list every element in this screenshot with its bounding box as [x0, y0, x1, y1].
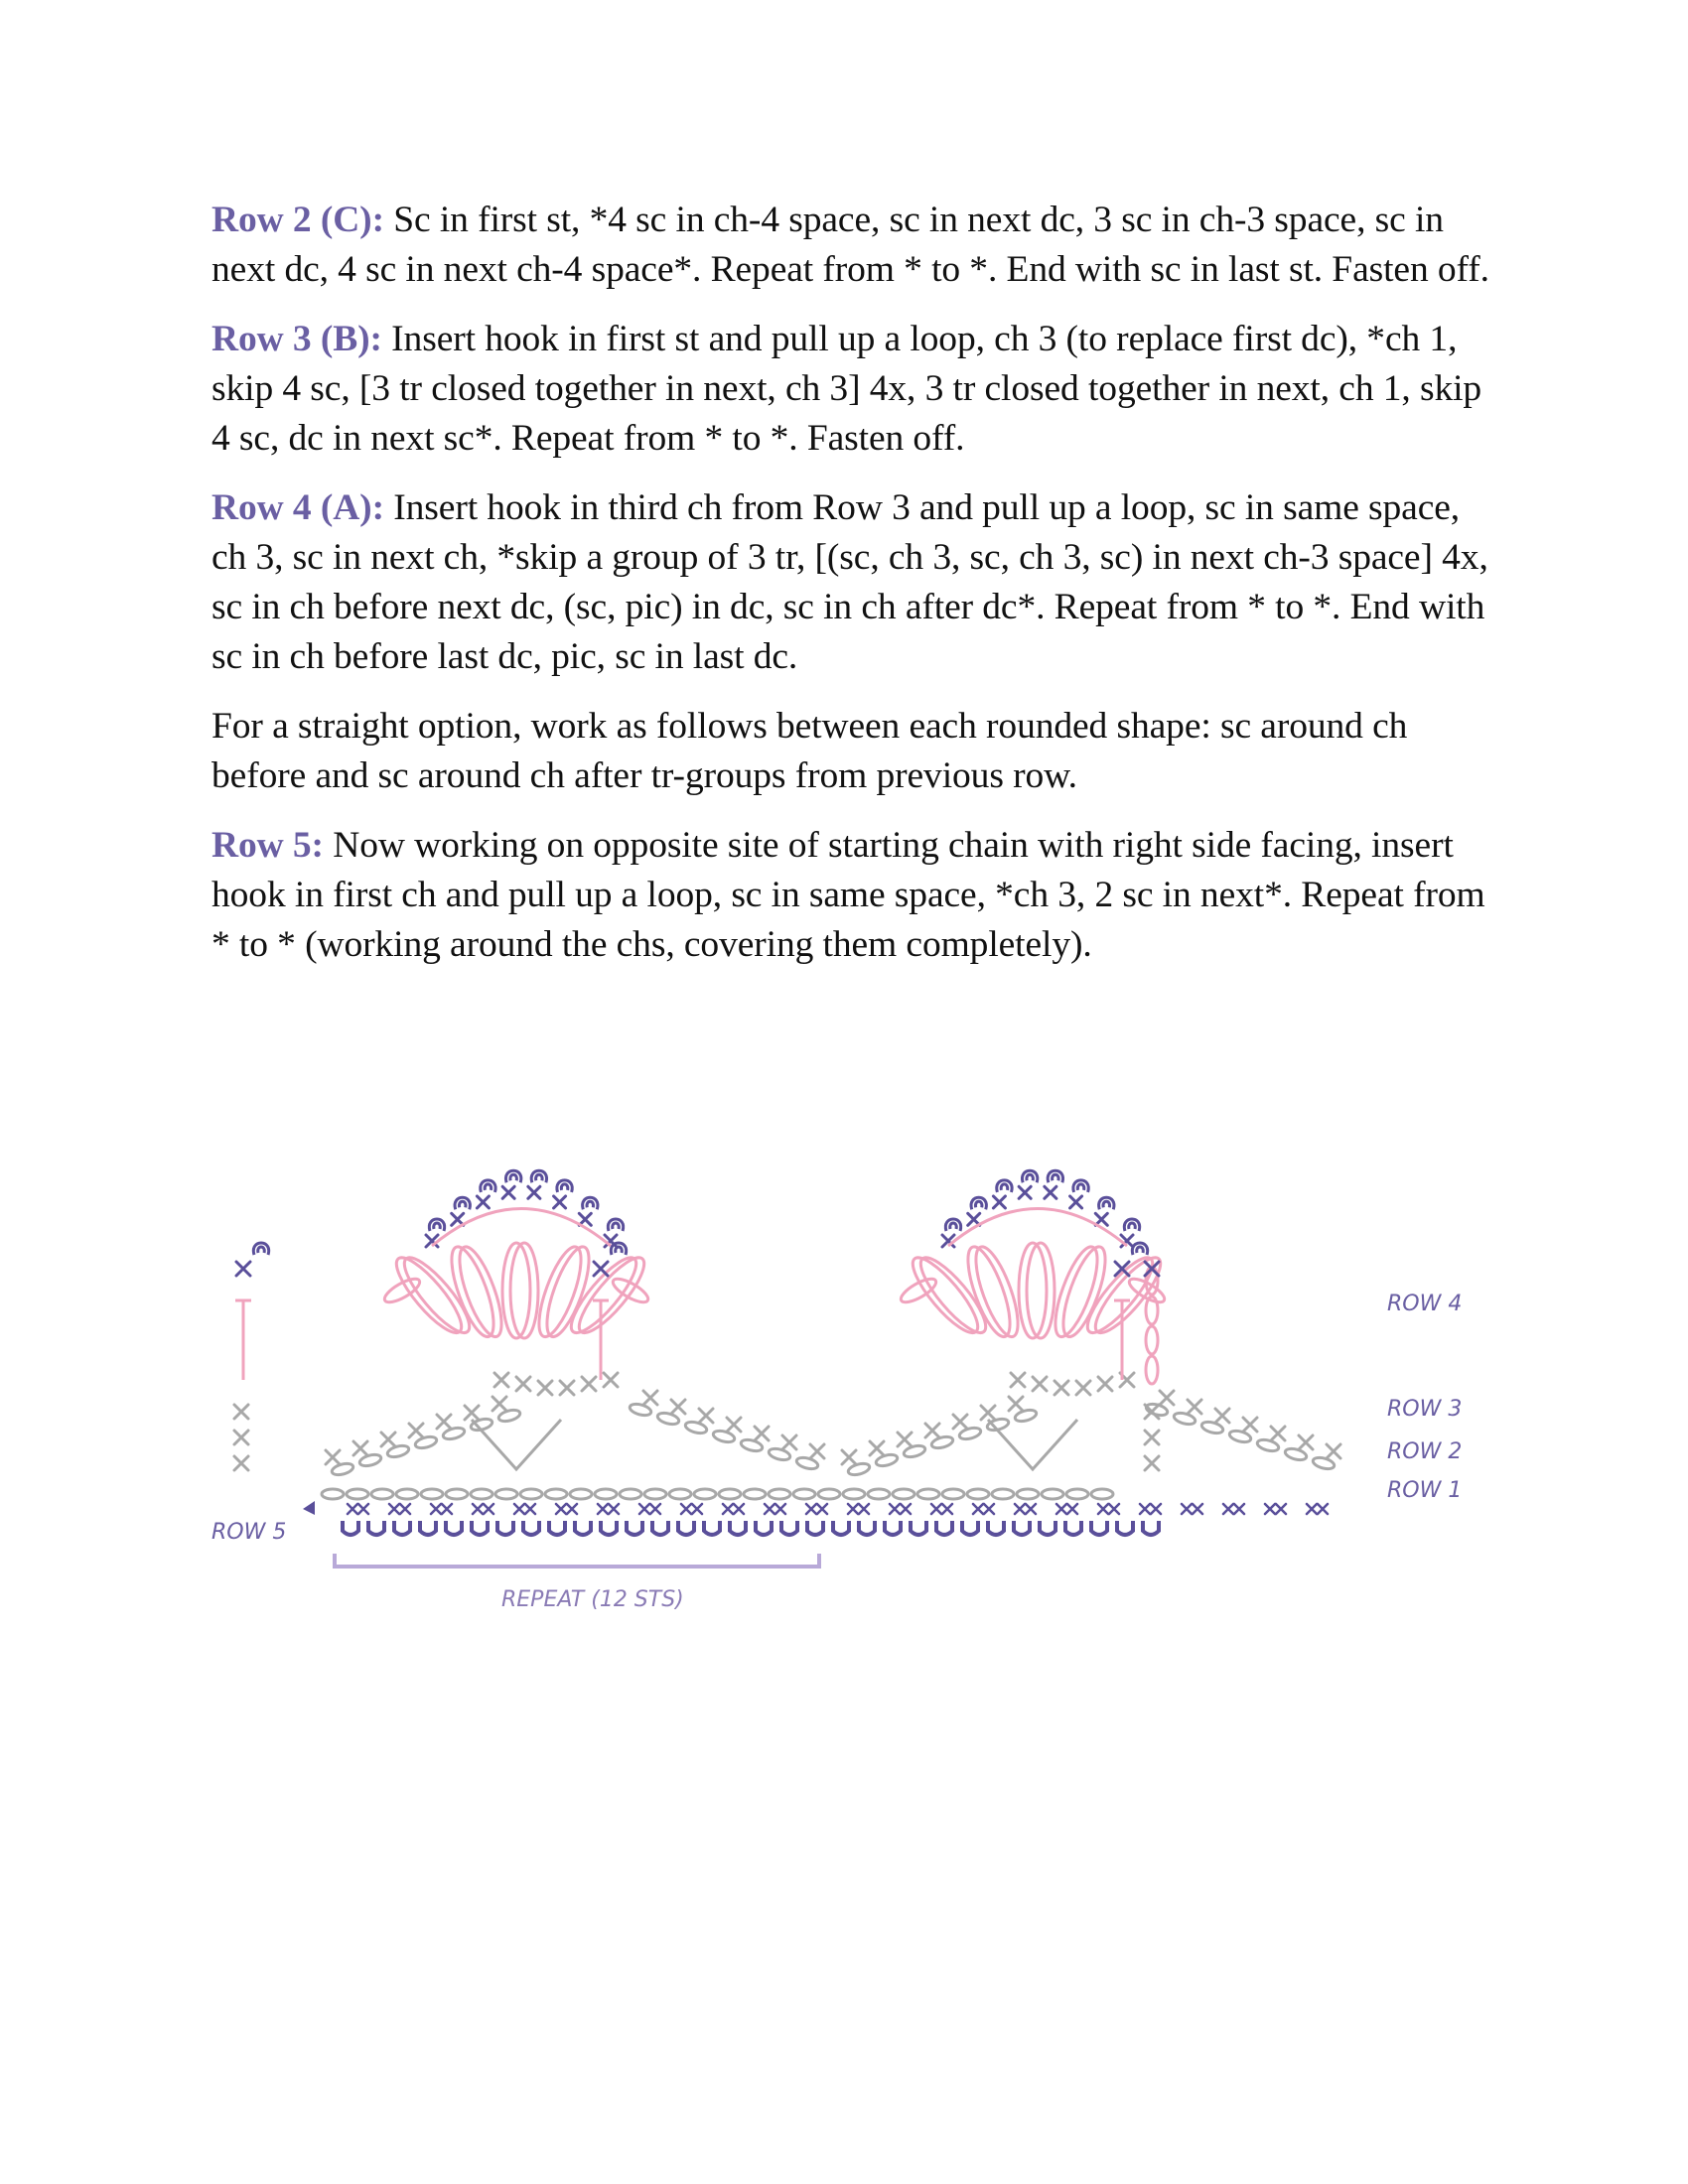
row-5-stitch: [678, 1521, 694, 1535]
row-5-stitch: [1143, 1521, 1159, 1535]
row-1-chain: [495, 1489, 517, 1499]
row-1-chain: [322, 1489, 344, 1499]
row-5-sc: [1223, 1504, 1233, 1514]
row-2-chain: [958, 1426, 982, 1440]
instruction-text: Now working on opposite site of starting chain with right side facing, insert hook in first ch and pull up a loop, sc in same space, *ch 3, 2 sc in next*. Repeat from * to * (working around the chs, covering them completely).: [211, 825, 1485, 965]
row-1-chain: [570, 1489, 592, 1499]
picot-stitch: [971, 1197, 986, 1209]
row-2-chain: [442, 1426, 466, 1440]
row-2-sc: [465, 1406, 479, 1420]
row-2-chain: [1312, 1455, 1336, 1470]
picot-stitch: [583, 1197, 598, 1209]
row-5-stitch: [1040, 1521, 1055, 1535]
row-5-stitch: [472, 1521, 488, 1535]
row-1-chain: [471, 1489, 492, 1499]
row-2-sc: [953, 1415, 967, 1429]
repeat-bracket: [335, 1554, 819, 1567]
crochet-chart: [204, 1152, 1494, 1628]
row-5-stitch: [575, 1521, 591, 1535]
row-1-chain: [446, 1489, 468, 1499]
row-4-sc: [528, 1186, 540, 1198]
row-2-sc: [1188, 1400, 1201, 1414]
row-5-stitch: [704, 1521, 720, 1535]
row-2-chain: [903, 1443, 926, 1458]
instruction-text: Insert hook in third ch from Row 3 and pull up a loop, sc in same space, ch 3, sc in next ch, *skip a group of 3 tr, [(sc, ch 3, sc, ch 3, sc) in next ch-3 space] 4x, sc in ch before next dc, (sc, pic) in dc, sc in ch after dc*. Repeat from * to *. End with sc in ch before last dc, pic, sc in last dc.: [211, 487, 1488, 677]
row-4-sc: [1045, 1186, 1056, 1198]
row-2-sc: [234, 1431, 248, 1444]
row-3-sc: [1011, 1373, 1025, 1387]
row-5-label: ROW 5: [211, 1520, 287, 1545]
row-5-stitch: [601, 1521, 617, 1535]
row-2-chain: [847, 1461, 871, 1476]
row-5-sc: [525, 1504, 535, 1514]
row-5-sc: [817, 1504, 827, 1514]
row-5-sc: [848, 1504, 858, 1514]
row-5-sc: [400, 1504, 410, 1514]
row-5-sc: [358, 1504, 368, 1514]
row-5-sc: [1182, 1504, 1192, 1514]
row-label: Row 4 (A):: [211, 487, 384, 528]
row-4-sc: [993, 1196, 1005, 1208]
row-5-sc: [650, 1504, 660, 1514]
row-1-chain: [893, 1489, 914, 1499]
row-1-chain: [818, 1489, 840, 1499]
row-1-chain: [371, 1489, 393, 1499]
picot-stitch: [481, 1180, 495, 1192]
row-5-stitch: [1014, 1521, 1030, 1535]
row-5-sc: [1234, 1504, 1244, 1514]
row-4-chain-arc: [948, 1209, 1127, 1247]
row-3-tr-cluster: [1019, 1243, 1047, 1338]
row-2-sc: [1145, 1431, 1159, 1444]
row-5-sc: [1140, 1504, 1150, 1514]
row-2-chain: [768, 1446, 791, 1461]
row-2-sc: [492, 1397, 506, 1411]
row-2-chain: [1173, 1411, 1196, 1426]
row-5-sc: [556, 1504, 566, 1514]
row-2-chain: [358, 1452, 382, 1467]
row-1-chain: [917, 1489, 939, 1499]
row-5-stitch: [368, 1521, 384, 1535]
row-5-stitch: [627, 1521, 642, 1535]
row-5-stitch: [756, 1521, 772, 1535]
row-3-sc: [1055, 1381, 1068, 1395]
row-2-v-stitch: [988, 1420, 1077, 1469]
row-1-chain: [595, 1489, 617, 1499]
row-5-sc: [1109, 1504, 1119, 1514]
row-1-chain: [620, 1489, 641, 1499]
row-2-sc: [810, 1444, 824, 1458]
instruction-row-5: [211, 821, 1492, 970]
row-2-chain: [930, 1434, 954, 1449]
row-3-sc: [582, 1377, 596, 1391]
row-5-sc: [1151, 1504, 1161, 1514]
row-1-chain: [744, 1489, 766, 1499]
row-2-chain: [656, 1411, 680, 1426]
row-2-sc: [409, 1424, 423, 1437]
row-2-sc: [727, 1418, 741, 1432]
row-5-sc: [931, 1504, 941, 1514]
row-5-sc: [567, 1504, 577, 1514]
row-1-chain: [1091, 1489, 1113, 1499]
picot-stitch: [1022, 1170, 1037, 1182]
row-1-chain: [1066, 1489, 1088, 1499]
row-2-sc: [353, 1441, 367, 1455]
row-5-sc: [348, 1504, 357, 1514]
row-3-sc: [1076, 1381, 1090, 1395]
row-5-stitch: [781, 1521, 797, 1535]
instruction-straight-option: [211, 702, 1492, 801]
instruction-row-4: [211, 483, 1492, 682]
picot-stitch: [557, 1180, 572, 1192]
row-5-sc: [442, 1504, 452, 1514]
row-2-chain: [684, 1420, 708, 1434]
instruction-text: For a straight option, work as follows between each rounded shape: sc around ch before and sc around ch after tr-groups from previous row.: [211, 706, 1408, 796]
row-5-sc: [942, 1504, 952, 1514]
row-5-sc: [806, 1504, 816, 1514]
row-5-stitch: [1117, 1521, 1133, 1535]
row-2-chain: [386, 1443, 410, 1458]
row-2-chain: [712, 1429, 736, 1443]
chart-stitches: [234, 1170, 1340, 1567]
instruction-text: Sc in first st, *4 sc in ch-4 space, sc in next dc, 3 sc in ch-3 space, sc in next dc, 4 sc in next ch-4 space*. Repeat from * to *. End with sc in last st. Fasten off.: [211, 200, 1489, 290]
row-3-tr-cluster: [502, 1243, 530, 1338]
row-5-sc: [514, 1504, 524, 1514]
row-3-label: ROW 3: [1387, 1397, 1463, 1422]
row-3-tr-cluster: [510, 1243, 538, 1338]
row-3-sc: [516, 1377, 530, 1391]
instruction-text: Insert hook in first st and pull up a loop, ch 3 (to replace first dc), *ch 1, skip 4 sc, [3 tr closed together in next, ch 3] 4x, 3 tr closed together in next, ch 1, skip 4 sc, dc in next sc*. Repeat from * to *. Fasten off.: [211, 319, 1482, 459]
row-5-sc: [1015, 1504, 1025, 1514]
row-1-chain: [421, 1489, 443, 1499]
repeat-label: REPEAT (12 STS): [501, 1587, 684, 1612]
row-2-sc: [898, 1433, 912, 1446]
row-2-chain: [497, 1408, 521, 1423]
row-5-stitch: [962, 1521, 978, 1535]
picot-stitch: [997, 1180, 1012, 1192]
picot-stitch: [505, 1170, 520, 1182]
row-5-sc: [973, 1504, 983, 1514]
row-5-sc: [1067, 1504, 1077, 1514]
instruction-row-2: [211, 196, 1492, 295]
row-2-chain: [1256, 1437, 1280, 1452]
row-4-chain-arc: [432, 1209, 611, 1247]
row-5-stitch: [885, 1521, 901, 1535]
row-1-chain: [843, 1489, 865, 1499]
row-2-sc: [925, 1424, 939, 1437]
row-2-sc: [381, 1433, 395, 1446]
row-5-sc: [723, 1504, 733, 1514]
row-5-sc: [1098, 1504, 1108, 1514]
row-5-stitch: [652, 1521, 668, 1535]
row-2-sc: [1243, 1418, 1257, 1432]
row-4-sc: [502, 1186, 514, 1198]
row-1-chain: [694, 1489, 716, 1499]
crochet-chart-svg: [204, 1152, 1494, 1628]
row-5-sc: [765, 1504, 774, 1514]
picot-stitch: [1124, 1219, 1139, 1231]
picot-stitch: [1132, 1243, 1147, 1255]
row-5-sc: [1193, 1504, 1202, 1514]
row-2-v-stitch: [472, 1420, 561, 1469]
row-5-stitch: [833, 1521, 849, 1535]
row-5-stitch: [343, 1521, 358, 1535]
row-1-chain: [644, 1489, 666, 1499]
row-2-sc: [1160, 1391, 1174, 1405]
row-1-chain: [719, 1489, 741, 1499]
row-5-stitch: [730, 1521, 746, 1535]
row-5-sc: [1276, 1504, 1286, 1514]
row-label: Row 5:: [211, 825, 324, 866]
row-3-sc: [1098, 1377, 1112, 1391]
row-1-chain: [347, 1489, 368, 1499]
row-1-label: ROW 1: [1387, 1478, 1463, 1503]
row-5-sc: [984, 1504, 994, 1514]
row-5-stitch: [859, 1521, 875, 1535]
picot-stitch: [608, 1219, 623, 1231]
picot-stitch: [531, 1170, 546, 1182]
row-1-chain: [396, 1489, 418, 1499]
row-5-stitch: [394, 1521, 410, 1535]
row-2-sc: [1271, 1427, 1285, 1440]
row-5-sc: [734, 1504, 744, 1514]
row-5-sc: [1318, 1504, 1328, 1514]
row-4-sc: [594, 1262, 608, 1276]
row-2-sc: [1299, 1435, 1313, 1449]
row-2-chain: [331, 1461, 354, 1476]
row-4-sc: [236, 1262, 250, 1276]
instruction-row-3: [211, 315, 1492, 464]
row-4-sc: [477, 1196, 489, 1208]
row-2-sc: [437, 1415, 451, 1429]
row-1-chain: [868, 1489, 890, 1499]
row-3-sc: [494, 1373, 508, 1387]
picot-stitch: [253, 1243, 268, 1255]
row-5-sc: [598, 1504, 608, 1514]
row-2-sc: [1009, 1397, 1023, 1411]
picot-stitch: [455, 1197, 470, 1209]
row-3-edge-chain: [1146, 1356, 1158, 1384]
row-2-sc: [699, 1409, 713, 1423]
row-4-sc: [554, 1196, 566, 1208]
row-5-stitch: [911, 1521, 926, 1535]
row-5-sc: [473, 1504, 483, 1514]
picot-stitch: [1099, 1197, 1114, 1209]
row-2-sc: [1145, 1456, 1159, 1470]
picot-stitch: [611, 1243, 626, 1255]
row-2-sc: [234, 1456, 248, 1470]
row-5-stitch: [936, 1521, 952, 1535]
picot-stitch: [945, 1219, 960, 1231]
row-2-chain: [795, 1455, 819, 1470]
row-5-sc: [431, 1504, 441, 1514]
row-5-sc: [1056, 1504, 1066, 1514]
row-5-stitch: [549, 1521, 565, 1535]
row-5-stitch: [1091, 1521, 1107, 1535]
row-5-sc: [484, 1504, 493, 1514]
row-1-chain: [669, 1489, 691, 1499]
row-2-sc: [1327, 1444, 1340, 1458]
picot-stitch: [1073, 1180, 1088, 1192]
row-3-sc: [538, 1381, 552, 1395]
row-5-stitch: [523, 1521, 539, 1535]
row-5-sc: [681, 1504, 691, 1514]
row-2-chain: [414, 1434, 438, 1449]
row-1-chain: [545, 1489, 567, 1499]
row-3-tr-cluster: [1027, 1243, 1055, 1338]
row-5-sc: [859, 1504, 869, 1514]
row-1-chain: [1017, 1489, 1039, 1499]
row-5-start-arrow: [303, 1501, 315, 1515]
row-5-stitch: [420, 1521, 436, 1535]
row-5-stitch: [1065, 1521, 1081, 1535]
row-2-sc: [782, 1435, 796, 1449]
row-2-chain: [875, 1452, 899, 1467]
row-1-chain: [942, 1489, 964, 1499]
row-3-sc: [560, 1381, 574, 1395]
row-5-sc: [692, 1504, 702, 1514]
pattern-instructions: [211, 196, 1492, 990]
row-1-chain: [992, 1489, 1014, 1499]
row-5-stitch: [807, 1521, 823, 1535]
row-4-label: ROW 4: [1387, 1292, 1463, 1316]
row-3-sc: [604, 1373, 618, 1387]
row-2-sc: [671, 1400, 685, 1414]
row-5-sc: [639, 1504, 649, 1514]
picot-stitch: [1048, 1170, 1062, 1182]
row-5-sc: [609, 1504, 619, 1514]
row-2-label: ROW 2: [1387, 1439, 1463, 1464]
row-1-chain: [1042, 1489, 1063, 1499]
picot-stitch: [429, 1219, 444, 1231]
row-5-sc: [389, 1504, 399, 1514]
row-5-stitch: [446, 1521, 462, 1535]
row-2-sc: [842, 1450, 856, 1464]
row-5-sc: [775, 1504, 785, 1514]
row-5-sc: [1026, 1504, 1036, 1514]
row-2-sc: [870, 1441, 884, 1455]
row-2-chain: [1284, 1446, 1308, 1461]
row-5-stitch: [988, 1521, 1004, 1535]
row-label: Row 2 (C):: [211, 200, 384, 240]
row-5-sc: [1265, 1504, 1275, 1514]
row-4-sc: [1019, 1186, 1031, 1198]
row-2-chain: [1200, 1420, 1224, 1434]
row-2-chain: [1228, 1429, 1252, 1443]
row-2-sc: [643, 1391, 657, 1405]
row-2-sc: [981, 1406, 995, 1420]
row-2-chain: [1014, 1408, 1038, 1423]
row-5-sc: [890, 1504, 900, 1514]
row-2-chain: [629, 1402, 652, 1417]
row-3-sc: [1033, 1377, 1047, 1391]
row-5-sc: [1307, 1504, 1317, 1514]
row-1-chain: [520, 1489, 542, 1499]
row-2-sc: [1215, 1409, 1229, 1423]
row-1-chain: [967, 1489, 989, 1499]
row-2-sc: [755, 1427, 769, 1440]
row-1-chain: [769, 1489, 790, 1499]
row-3-edge-chain: [1146, 1326, 1158, 1354]
row-4-sc: [1070, 1196, 1082, 1208]
row-1-chain: [793, 1489, 815, 1499]
row-2-sc: [326, 1450, 340, 1464]
row-label: Row 3 (B):: [211, 319, 382, 359]
row-5-sc: [901, 1504, 911, 1514]
row-2-sc: [234, 1405, 248, 1419]
row-2-chain: [740, 1437, 764, 1452]
row-5-stitch: [497, 1521, 513, 1535]
